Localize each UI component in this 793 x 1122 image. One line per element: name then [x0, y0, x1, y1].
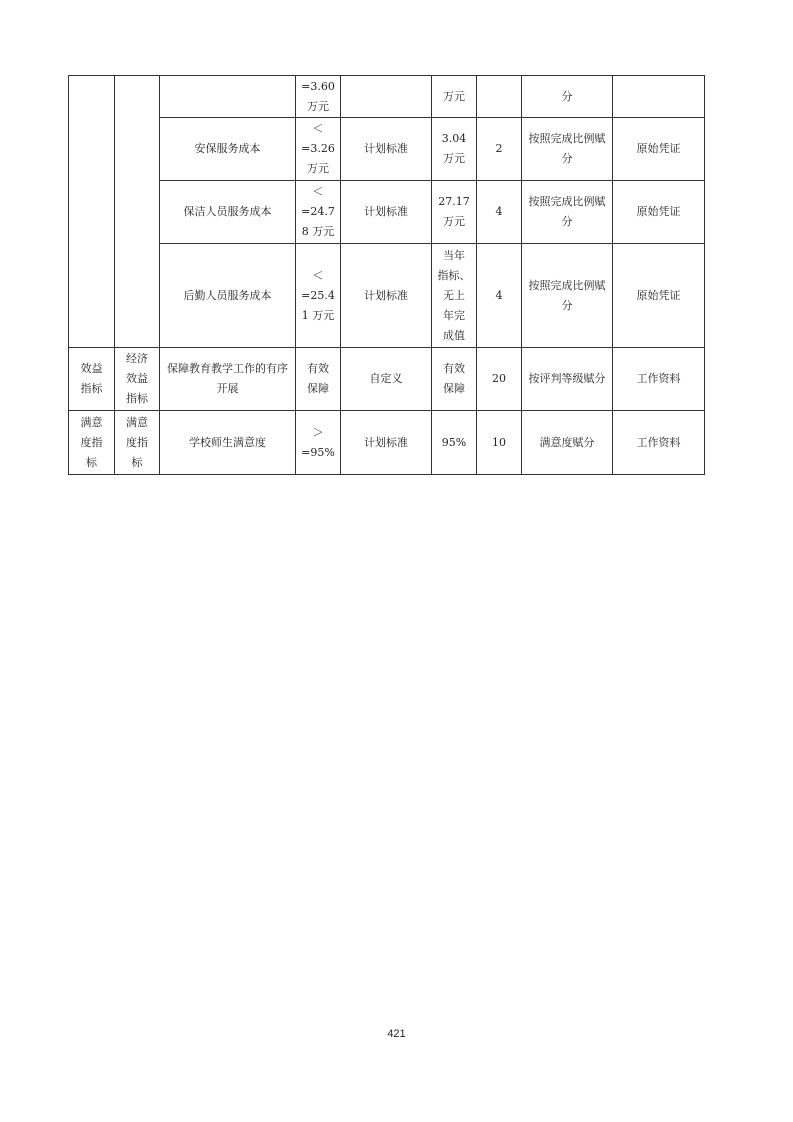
table-row — [69, 348, 705, 411]
evidence-cell: 工作资料 — [613, 348, 705, 411]
indicator-name-cell — [160, 76, 296, 118]
score-cell — [477, 76, 522, 118]
scoring-method-cell: 按照完成比例赋 分 — [522, 181, 613, 244]
actual-value-cell: 27.17 万元 — [432, 181, 477, 244]
performance-indicator-table — [68, 75, 705, 475]
level2-indicator-cell — [115, 76, 160, 348]
target-value-cell: ＜ =3.26 万元 — [296, 118, 341, 181]
level1-indicator-cell: 满意 度指 标 — [69, 411, 115, 475]
evidence-cell: 原始凭证 — [613, 244, 705, 348]
target-value-cell: ＜ =25.4 1 万元 — [296, 244, 341, 348]
score-cell: 4 — [477, 244, 522, 348]
actual-value-cell: 有效 保障 — [432, 348, 477, 411]
level2-indicator-cell: 满意 度指 标 — [115, 411, 160, 475]
level1-indicator-cell — [69, 76, 115, 348]
level1-indicator-cell: 效益 指标 — [69, 348, 115, 411]
page-number: 421 — [387, 1028, 406, 1040]
actual-value-cell: 当年 指标、 无上 年完 成值 — [432, 244, 477, 348]
target-value-cell: ＞ =95% — [296, 411, 341, 475]
score-cell: 10 — [477, 411, 522, 475]
table-row — [69, 181, 705, 244]
score-cell: 20 — [477, 348, 522, 411]
indicator-name-cell: 学校师生满意度 — [160, 411, 296, 475]
score-cell: 4 — [477, 181, 522, 244]
indicator-name-cell: 安保服务成本 — [160, 118, 296, 181]
indicator-name-cell: 后勤人员服务成本 — [160, 244, 296, 348]
evidence-cell: 工作资料 — [613, 411, 705, 475]
scoring-method-cell: 分 — [522, 76, 613, 118]
actual-value-cell: 95% — [432, 411, 477, 475]
standard-cell: 计划标准 — [341, 244, 432, 348]
actual-value-cell: 万元 — [432, 76, 477, 118]
scoring-method-cell: 满意度赋分 — [522, 411, 613, 475]
standard-cell: 计划标准 — [341, 118, 432, 181]
table-row — [69, 118, 705, 181]
actual-value-cell: 3.04 万元 — [432, 118, 477, 181]
standard-cell: 自定义 — [341, 348, 432, 411]
target-value-cell: ＜ =24.7 8 万元 — [296, 181, 341, 244]
table-row — [69, 244, 705, 348]
evidence-cell: 原始凭证 — [613, 181, 705, 244]
level2-indicator-cell: 经济 效益 指标 — [115, 348, 160, 411]
indicator-name-cell: 保障教育教学工作的有序开展 — [160, 348, 296, 411]
standard-cell: 计划标准 — [341, 411, 432, 475]
evidence-cell: 原始凭证 — [613, 118, 705, 181]
scoring-method-cell: 按照完成比例赋 分 — [522, 244, 613, 348]
table-row — [69, 411, 705, 475]
standard-cell — [341, 76, 432, 118]
target-value-cell: =3.60 万元 — [296, 76, 341, 118]
table-row — [69, 76, 705, 118]
evidence-cell — [613, 76, 705, 118]
scoring-method-cell: 按评判等级赋分 — [522, 348, 613, 411]
standard-cell: 计划标准 — [341, 181, 432, 244]
indicator-name-cell: 保洁人员服务成本 — [160, 181, 296, 244]
scoring-method-cell: 按照完成比例赋 分 — [522, 118, 613, 181]
target-value-cell: 有效 保障 — [296, 348, 341, 411]
score-cell: 2 — [477, 118, 522, 181]
